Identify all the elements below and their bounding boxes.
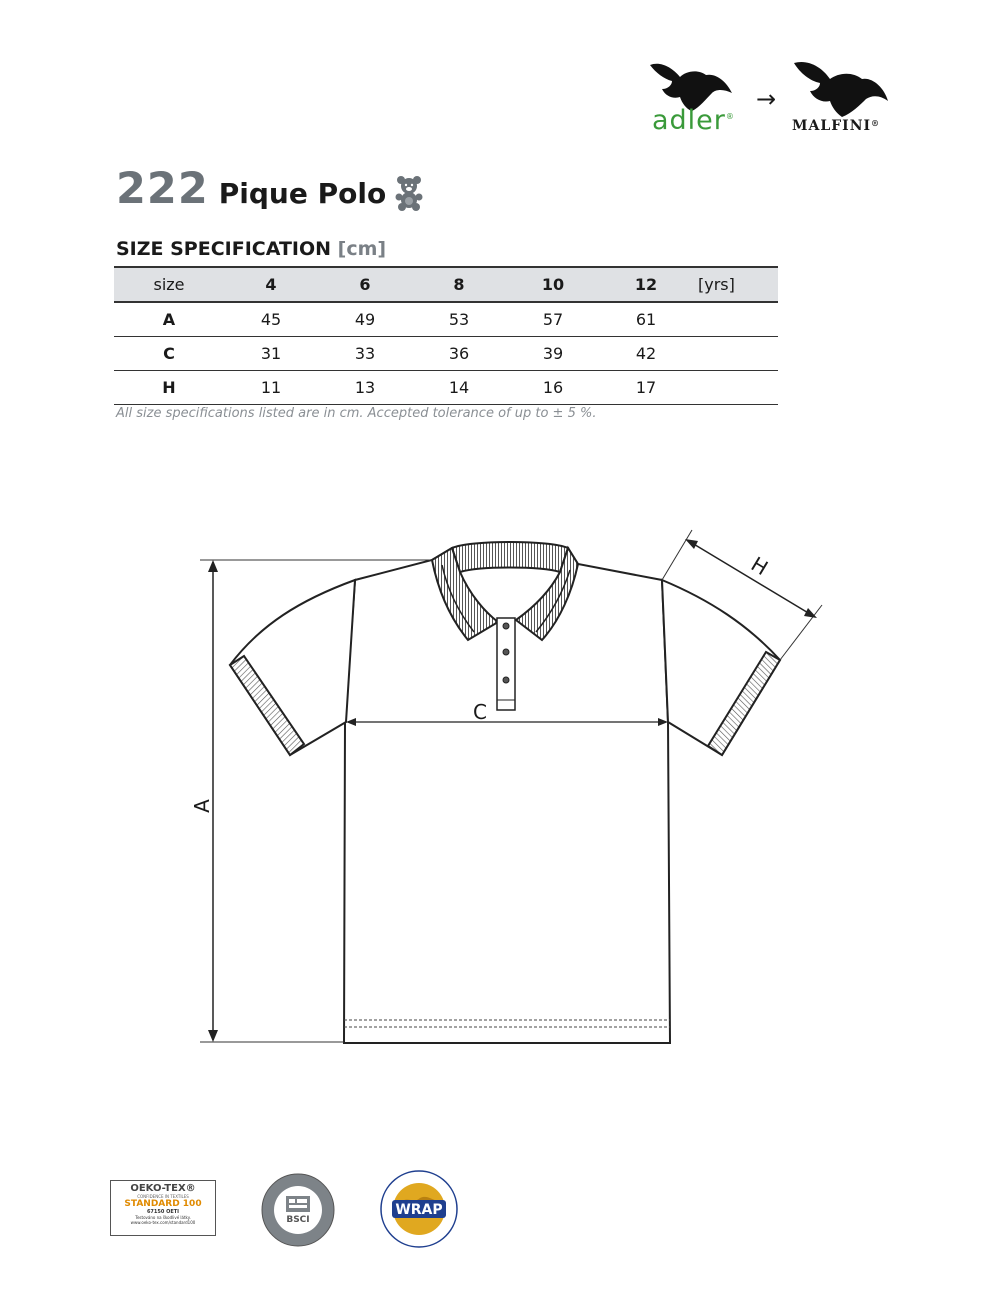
product-title bbox=[116, 164, 424, 214]
bsci-logo bbox=[260, 1172, 336, 1248]
table-cell: 39 bbox=[506, 337, 600, 371]
adler-wordmark: adler® bbox=[652, 105, 735, 136]
measure-c-label: C bbox=[473, 700, 487, 724]
table-cell: 11 bbox=[224, 371, 318, 405]
table-cell: 61 bbox=[600, 302, 692, 337]
size-header: 6 bbox=[318, 267, 412, 302]
teddy-bear-icon bbox=[394, 175, 424, 211]
table-cell-empty bbox=[692, 302, 778, 337]
table-cell-empty bbox=[692, 371, 778, 405]
malfini-wordmark: MALFINI® bbox=[792, 118, 881, 134]
table-cell: 42 bbox=[600, 337, 692, 371]
size-column-header: size bbox=[114, 267, 224, 302]
table-cell: 45 bbox=[224, 302, 318, 337]
size-header: 12 bbox=[600, 267, 692, 302]
table-cell: 53 bbox=[412, 302, 506, 337]
size-header: 10 bbox=[506, 267, 600, 302]
table-cell: 49 bbox=[318, 302, 412, 337]
svg-text:WRAP: WRAP bbox=[395, 1202, 443, 1218]
malfini-eagle-logo bbox=[792, 59, 892, 119]
oeko-tex-logo: OEKO-TEX® CONFIDENCE IN TEXTILES STANDARD 100 67150 OETI Testováno na škodlivé látky. www.oeko-tex.com/standard100 bbox=[110, 1180, 216, 1236]
table-cell: 13 bbox=[318, 371, 412, 405]
row-label: C bbox=[114, 337, 224, 371]
size-header: 8 bbox=[412, 267, 506, 302]
size-header: 4 bbox=[224, 267, 318, 302]
table-cell: 31 bbox=[224, 337, 318, 371]
table-row bbox=[114, 371, 778, 405]
size-unit-header: [yrs] bbox=[692, 267, 778, 302]
product-name: Pique Polo bbox=[218, 177, 387, 210]
button-icon bbox=[503, 677, 509, 683]
table-cell-empty bbox=[692, 337, 778, 371]
placket bbox=[497, 618, 515, 710]
tolerance-note: All size specifications listed are in cm. Accepted tolerance of up to ± 5 %. bbox=[116, 406, 597, 421]
table-cell: 36 bbox=[412, 337, 506, 371]
collar-back bbox=[452, 542, 568, 572]
row-label: A bbox=[114, 302, 224, 337]
measure-a-label: A bbox=[190, 799, 214, 813]
row-label: H bbox=[114, 371, 224, 405]
svg-text:BSCI: BSCI bbox=[286, 1215, 310, 1225]
size-table bbox=[114, 266, 778, 405]
arrow-right-icon: → bbox=[756, 85, 777, 113]
product-code: 222 bbox=[116, 164, 209, 214]
polo-shirt-diagram bbox=[0, 500, 1000, 1060]
brand-header bbox=[640, 55, 910, 145]
table-cell: 16 bbox=[506, 371, 600, 405]
button-icon bbox=[503, 649, 509, 655]
certification-logos bbox=[110, 1168, 470, 1250]
table-cell: 17 bbox=[600, 371, 692, 405]
table-cell: 14 bbox=[412, 371, 506, 405]
size-spec-heading: SIZE SPECIFICATION [cm] bbox=[116, 238, 387, 260]
table-cell: 57 bbox=[506, 302, 600, 337]
measure-h-label: H bbox=[746, 551, 773, 581]
table-cell: 33 bbox=[318, 337, 412, 371]
table-header-row bbox=[114, 267, 778, 302]
wrap-logo bbox=[378, 1168, 460, 1250]
table-row bbox=[114, 337, 778, 371]
table-row bbox=[114, 302, 778, 337]
button-icon bbox=[503, 623, 509, 629]
